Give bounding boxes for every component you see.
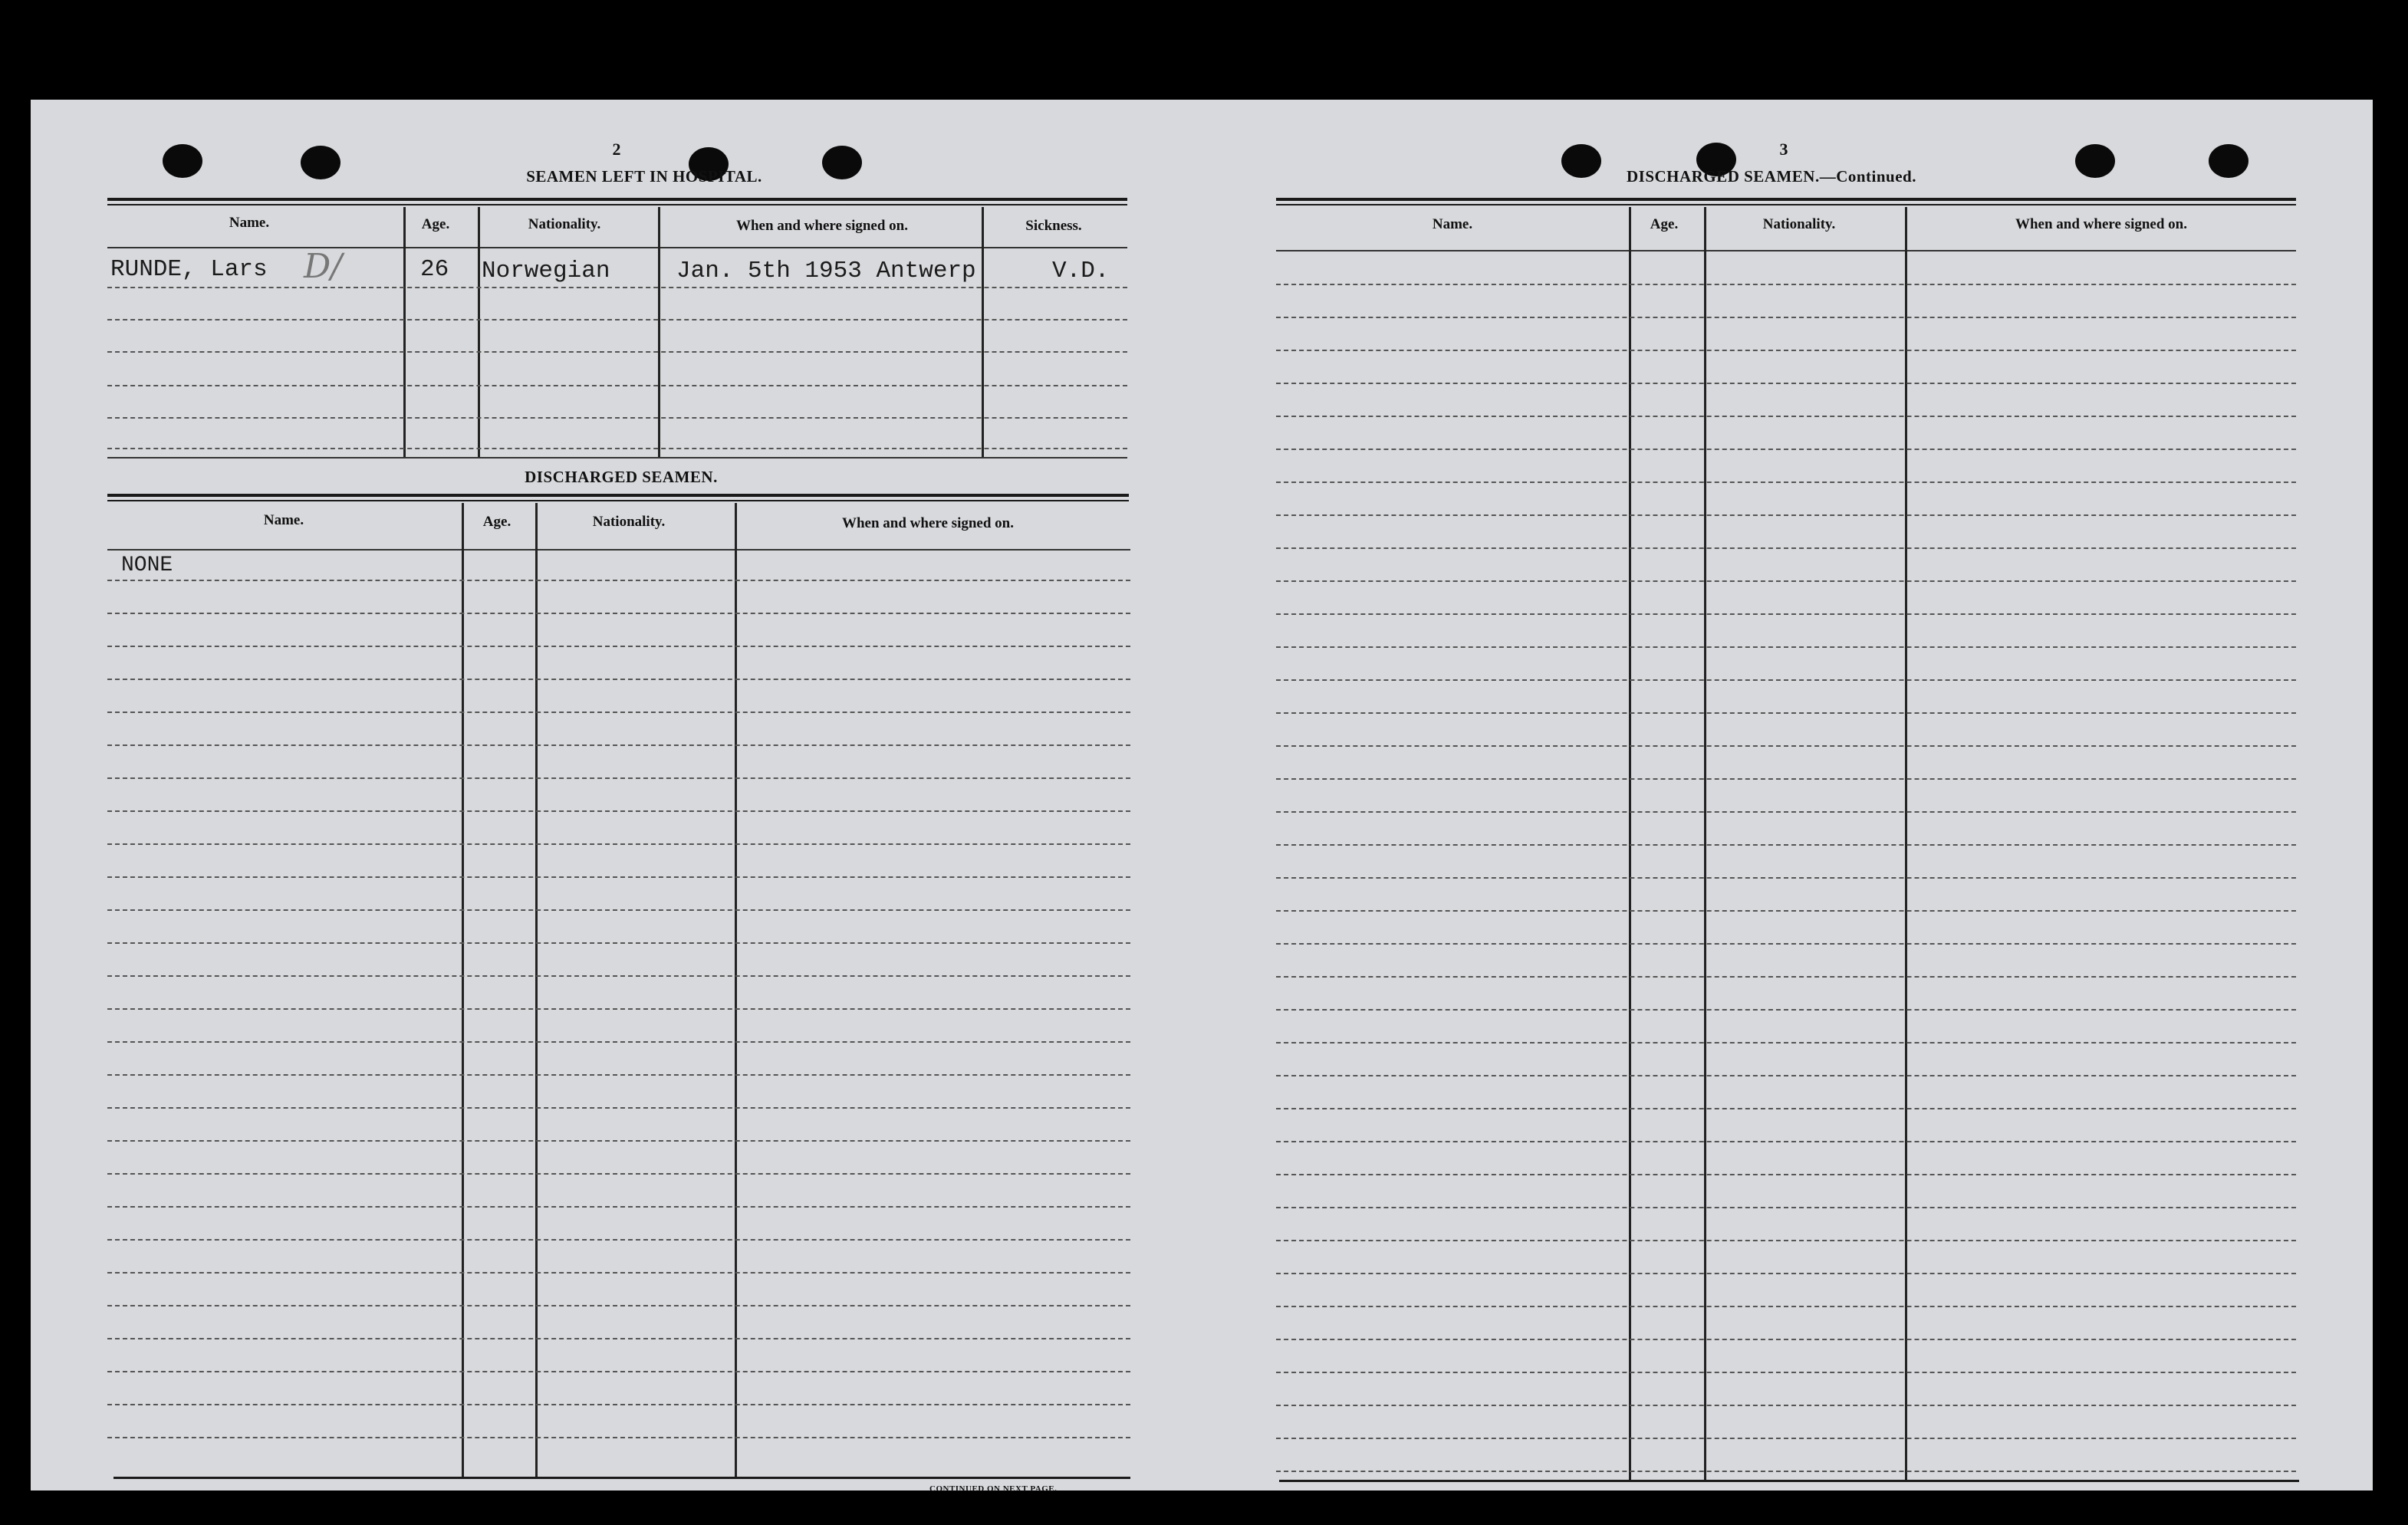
row-line bbox=[1276, 284, 2296, 285]
row-line bbox=[107, 744, 1130, 746]
column-divider bbox=[535, 503, 538, 1477]
row-line bbox=[107, 646, 1130, 647]
row-line bbox=[1276, 1471, 2296, 1472]
row-line bbox=[1276, 910, 2296, 912]
row-line bbox=[107, 810, 1130, 812]
row-line bbox=[1276, 1042, 2296, 1044]
col-header-age: Age. bbox=[482, 514, 512, 530]
row-line bbox=[1276, 712, 2296, 714]
right-section-title: DISCHARGED SEAMEN.—Continued. bbox=[1627, 167, 1916, 186]
row-line bbox=[1276, 383, 2296, 384]
top-rule-right bbox=[1276, 198, 2296, 201]
row-line bbox=[1276, 1405, 2296, 1406]
row-line bbox=[107, 1404, 1130, 1405]
punch-hole-icon bbox=[822, 146, 862, 179]
row-line bbox=[1276, 1372, 2296, 1373]
row-line bbox=[1276, 317, 2296, 318]
column-divider bbox=[658, 207, 660, 457]
discharged-top-rule bbox=[107, 494, 1129, 497]
row-line bbox=[107, 1074, 1130, 1076]
column-divider bbox=[462, 503, 464, 1477]
row-line bbox=[1276, 1240, 2296, 1241]
row-line bbox=[107, 712, 1130, 713]
column-divider bbox=[403, 207, 406, 457]
row-line bbox=[107, 319, 1127, 320]
column-divider bbox=[982, 207, 984, 457]
discharged-section-title: DISCHARGED SEAMEN. bbox=[525, 468, 718, 486]
header-underline bbox=[107, 549, 1130, 551]
row-line bbox=[1276, 514, 2296, 516]
page-number-right: 3 bbox=[1779, 140, 1788, 159]
row-line bbox=[107, 679, 1130, 680]
row-line bbox=[107, 1272, 1130, 1274]
hospital-entry-signed-on: Jan. 5th 1953 Antwerp bbox=[676, 258, 976, 284]
col-header-age: Age. bbox=[421, 216, 450, 232]
row-line bbox=[107, 1107, 1130, 1109]
row-line bbox=[107, 1041, 1130, 1043]
row-line bbox=[107, 613, 1130, 614]
hospital-section-title: SEAMEN LEFT IN HOSPITAL. bbox=[526, 167, 762, 186]
col-header-nationality: Nationality. bbox=[528, 216, 601, 232]
col-header-nationality: Nationality. bbox=[592, 514, 666, 530]
right-bottom-rule bbox=[1279, 1480, 2299, 1482]
row-line bbox=[1276, 580, 2296, 582]
row-line bbox=[107, 448, 1127, 449]
header-underline bbox=[107, 247, 1127, 248]
handwritten-mark: D/ bbox=[304, 247, 343, 286]
column-divider bbox=[735, 503, 737, 1477]
row-line bbox=[1276, 350, 2296, 351]
row-line bbox=[107, 417, 1127, 419]
row-line bbox=[107, 1206, 1130, 1208]
hospital-entry-nationality: Norwegian bbox=[482, 258, 610, 284]
row-line bbox=[107, 843, 1130, 845]
column-divider bbox=[1629, 207, 1631, 1480]
top-rule-left bbox=[107, 198, 1127, 201]
page-number-left: 2 bbox=[612, 140, 621, 159]
col-header-nationality: Nationality. bbox=[1762, 216, 1836, 232]
row-line bbox=[107, 1437, 1130, 1438]
row-line bbox=[1276, 745, 2296, 747]
col-header-signed-on: When and where signed on. bbox=[735, 218, 908, 234]
row-line bbox=[1276, 416, 2296, 417]
row-line bbox=[107, 1338, 1130, 1339]
row-line bbox=[1276, 1174, 2296, 1175]
row-line bbox=[1276, 1306, 2296, 1307]
col-header-name: Name. bbox=[229, 215, 270, 231]
row-line bbox=[1276, 1009, 2296, 1011]
row-line bbox=[107, 975, 1130, 977]
hospital-entry-age: 26 bbox=[420, 256, 449, 283]
document-sheet bbox=[31, 100, 2373, 1494]
hospital-entry-name: RUNDE, Lars bbox=[110, 256, 268, 283]
discharged-entry: NONE bbox=[121, 554, 173, 577]
row-line bbox=[107, 1140, 1130, 1142]
punch-hole-icon bbox=[2075, 144, 2115, 178]
row-line bbox=[107, 1305, 1130, 1306]
col-header-age: Age. bbox=[1650, 216, 1679, 232]
top-rule-right-thin bbox=[1276, 204, 2296, 205]
row-line bbox=[1276, 811, 2296, 813]
hospital-entry-sickness: V.D. bbox=[1052, 258, 1110, 284]
punch-hole-icon bbox=[1561, 144, 1601, 178]
row-line bbox=[107, 385, 1127, 386]
row-line bbox=[1276, 1075, 2296, 1076]
discharged-top-rule-thin bbox=[107, 500, 1129, 501]
row-line bbox=[1276, 1141, 2296, 1142]
continued-footer: CONTINUED ON NEXT PAGE. bbox=[929, 1484, 1058, 1494]
row-line bbox=[1276, 1273, 2296, 1274]
row-line bbox=[107, 287, 1127, 288]
column-divider bbox=[1905, 207, 1907, 1480]
row-line bbox=[107, 942, 1130, 944]
col-header-sickness: Sickness. bbox=[1025, 218, 1082, 234]
row-line bbox=[1276, 646, 2296, 648]
row-line bbox=[1276, 547, 2296, 549]
punch-hole-icon bbox=[163, 144, 202, 178]
row-line bbox=[1276, 481, 2296, 483]
row-line bbox=[1276, 1339, 2296, 1340]
row-line bbox=[107, 1239, 1130, 1241]
column-divider bbox=[1704, 207, 1706, 1480]
discharged-bottom-rule bbox=[113, 1477, 1130, 1479]
row-line bbox=[1276, 844, 2296, 846]
col-header-name: Name. bbox=[1432, 216, 1473, 232]
row-line bbox=[107, 1008, 1130, 1010]
row-line bbox=[1276, 877, 2296, 879]
punch-hole-icon bbox=[301, 146, 340, 179]
row-line bbox=[107, 876, 1130, 878]
row-line bbox=[1276, 449, 2296, 450]
row-line bbox=[107, 777, 1130, 779]
header-underline bbox=[1276, 250, 2296, 251]
row-line bbox=[1276, 976, 2296, 978]
column-divider bbox=[478, 207, 480, 457]
row-line bbox=[107, 909, 1130, 911]
row-line bbox=[1276, 1108, 2296, 1109]
row-line bbox=[1276, 1207, 2296, 1208]
row-line bbox=[107, 1371, 1130, 1372]
col-header-signed-on: When and where signed on. bbox=[2015, 216, 2187, 232]
row-line bbox=[1276, 943, 2296, 945]
top-rule-left-thin bbox=[107, 204, 1127, 205]
row-line bbox=[1276, 778, 2296, 780]
hospital-bottom-rule bbox=[107, 457, 1127, 458]
row-line bbox=[1276, 1438, 2296, 1439]
col-header-name: Name. bbox=[263, 512, 304, 528]
col-header-signed-on: When and where signed on. bbox=[841, 515, 1014, 531]
row-line bbox=[107, 351, 1127, 353]
row-line bbox=[1276, 679, 2296, 681]
row-line bbox=[107, 1173, 1130, 1175]
punch-hole-icon bbox=[2209, 144, 2248, 178]
row-line bbox=[1276, 613, 2296, 615]
row-line bbox=[107, 580, 1130, 581]
